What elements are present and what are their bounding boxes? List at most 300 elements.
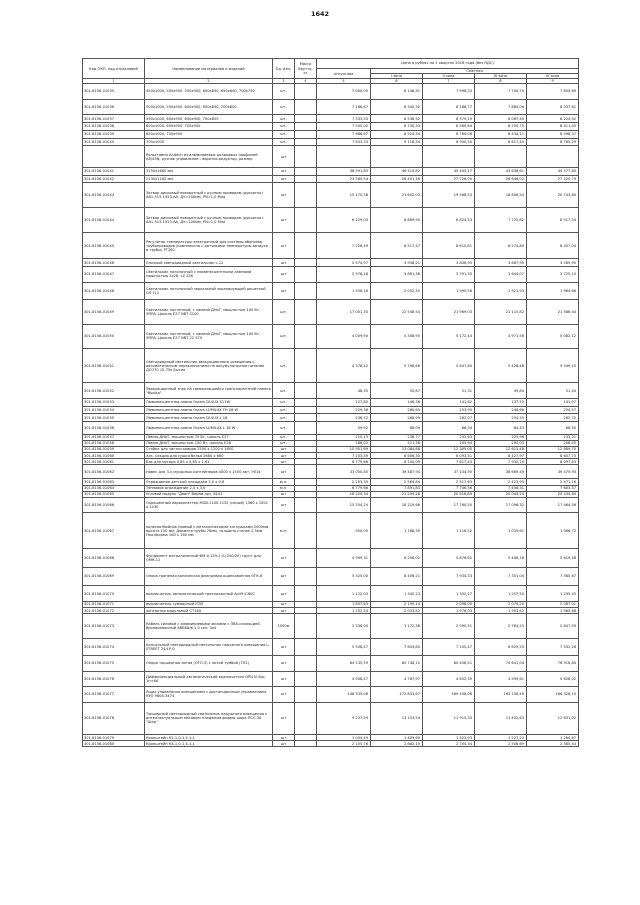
row-price-zone-2: 253,95	[423, 406, 475, 414]
row-price-zone-4: 2 087,01	[527, 601, 579, 607]
col-number: 7	[423, 79, 475, 84]
row-price-zone-1: 5 308,95	[371, 324, 423, 349]
row-unit: шт.	[273, 299, 295, 324]
row-price-otpusknaya: 1 702,54	[317, 607, 371, 613]
header-zone-1: I зона	[371, 74, 423, 79]
row-mass	[295, 656, 317, 672]
row-price-zone-3: 200,03	[475, 440, 527, 446]
row-code: 301-8156-01069	[83, 567, 145, 586]
row-unit: шт	[273, 497, 295, 513]
row-price-zone-4: 254,57	[527, 406, 579, 414]
table-row	[83, 349, 579, 383]
row-price-otpusknaya: 7 333,33	[317, 115, 371, 123]
row-unit: шт.	[273, 130, 295, 138]
row-price-otpusknaya: 229,38	[317, 406, 371, 414]
row-price-zone-3: 21 115,82	[475, 299, 527, 324]
table-row	[83, 638, 579, 655]
row-name: 2130х1182 мм	[145, 175, 273, 183]
row-price-zone-2: 8 610,81	[423, 233, 475, 259]
col-number: 6	[371, 79, 423, 84]
row-code: 301-8156-01079	[83, 735, 145, 741]
row-code: 301-8156-01035	[83, 84, 145, 100]
row-price-zone-4: 7 585,67	[527, 567, 579, 586]
row-price-zone-2: 169 458,06	[423, 687, 475, 703]
row-code: 301-8156-01065	[83, 491, 145, 497]
row-price-zone-2: 27 726,00	[423, 175, 475, 183]
row-price-zone-4: 3 725,10	[527, 267, 579, 283]
row-name: Светильник потолочный с люминесцентными лампами мощностью 2х28, LZ 228	[145, 267, 273, 283]
row-price-zone-2: 8 093,51	[423, 453, 475, 459]
row-price-zone-2: 5 647,80	[423, 349, 475, 383]
row-unit: шт	[273, 267, 295, 283]
row-price-zone-3: 7 458,31	[475, 485, 527, 491]
table-row	[83, 513, 579, 549]
row-price-otpusknaya: 4 008,47	[317, 671, 371, 687]
row-mass	[295, 324, 317, 349]
row-price-zone-1: 2 159,14	[371, 601, 423, 607]
row-code: 301-8156-01072	[83, 607, 145, 613]
row-price-zone-3: 26 646,02	[475, 175, 527, 183]
row-code: 301-8156-01056	[83, 422, 145, 434]
row-price-zone-1: 85 748,10	[371, 656, 423, 672]
row-code: 301-8156-01054	[83, 406, 145, 414]
row-name: Регулятор температуры электронный для системы обогрева трубопроводов (комплексно с датчиками температуры воздуха и трубы) РТ260	[145, 233, 273, 259]
row-name: Светильник настенный, с лампой ДНаТ, мощностью 100 Вт, ЭПРА. Цоколь Е27 NBT S100	[145, 299, 273, 324]
row-price-zone-4: 206,45	[527, 440, 579, 446]
row-price-zone-1: 52,67	[371, 383, 423, 399]
row-price-otpusknaya	[317, 146, 371, 168]
row-price-zone-3: 8 250,75	[475, 123, 527, 131]
row-price-zone-2: 232,63	[423, 434, 475, 440]
table-row	[83, 422, 579, 434]
row-price-zone-4: 1 964,66	[527, 282, 579, 299]
row-price-otpusknaya: 17 001,35	[317, 299, 371, 324]
row-price-zone-2: 5 172,44	[423, 324, 475, 349]
row-unit: шт	[273, 741, 295, 747]
table-row	[83, 324, 579, 349]
row-price-zone-3: 74 641,04	[475, 656, 527, 672]
row-price-zone-4: 8 457,04	[527, 233, 579, 259]
row-price-otpusknaya: 127,82	[317, 398, 371, 406]
row-price-zone-4: 8 785,29	[527, 138, 579, 146]
row-mass	[295, 233, 317, 259]
row-price-otpusknaya: 23 565,54	[317, 175, 371, 183]
row-code: 301-8156-01066	[83, 497, 145, 513]
row-price-zone-4: 141,97	[527, 398, 579, 406]
row-price-zone-1: 68,09	[371, 422, 423, 434]
row-price-zone-2: 45 405,17	[423, 167, 475, 175]
row-price-otpusknaya: 7 166,67	[317, 99, 371, 115]
row-name: контактор модульный CT16A	[145, 607, 273, 613]
table-row	[83, 267, 579, 283]
table-row	[83, 282, 579, 299]
row-name: Затвор дисковый поворотный с ручным приводом (рукоятка) АА1-515-1523-АА, ДУ=100мм, PN=1,0 Мпа	[145, 208, 273, 233]
row-price-zone-1: 146,36	[371, 398, 423, 406]
row-price-zone-4: 12 889,70	[527, 446, 579, 452]
row-price-zone-4: 1 066,72	[527, 513, 579, 549]
row-name: Люминесцентная лампа Osram DULUX L 18	[145, 414, 273, 422]
row-unit: шт.	[273, 123, 295, 131]
row-price-zone-1: 8 148,31	[371, 84, 423, 100]
row-price-otpusknaya: 9 237,29	[317, 702, 371, 735]
row-price-otpusknaya: 7 833,33	[317, 138, 371, 146]
row-price-zone-4: 5 619,58	[527, 549, 579, 568]
row-price-zone-2: 7 617,43	[423, 459, 475, 465]
row-mass	[295, 175, 317, 183]
row-price-zone-1: 8 536,32	[371, 115, 423, 123]
row-price-zone-3: 4 599,61	[475, 671, 527, 687]
row-code: 301-8156-01049	[83, 299, 145, 324]
row-unit: шт	[273, 459, 295, 465]
row-price-otpusknaya: 1 054,49	[317, 735, 371, 741]
row-unit: шт	[273, 607, 295, 613]
row-price-zone-3: 8 067,40	[475, 115, 527, 123]
row-price-zone-1: 46 510,82	[371, 167, 423, 175]
row-price-zone-1: 7 643,85	[371, 638, 423, 655]
table-row	[83, 299, 579, 324]
row-mass	[295, 586, 317, 602]
row-price-zone-3: 2 764,53	[475, 614, 527, 639]
row-price-zone-4: 1 264,67	[527, 735, 579, 741]
row-price-zone-3: 137,55	[475, 398, 527, 406]
row-code: 301-8156-01036	[83, 99, 145, 115]
row-name: Окрашенный еврокелеттер MGB-1100.1132 (серый) 1360 х 1001 х 1430	[145, 497, 273, 513]
row-price-zone-3: 7 700,70	[475, 84, 527, 100]
row-price-otpusknaya: 59,92	[317, 422, 371, 434]
row-price-zone-1: 18 219,66	[371, 497, 423, 513]
table-header	[83, 59, 579, 84]
table-row	[83, 233, 579, 259]
row-price-zone-3: 7 884,06	[475, 99, 527, 115]
row-price-zone-2: 141,62	[423, 398, 475, 406]
row-price-zone-1: 22 548,54	[371, 299, 423, 324]
row-unit: шт	[273, 465, 295, 479]
row-price-zone-3: 7 351,04	[475, 567, 527, 586]
row-mass	[295, 465, 317, 479]
row-price-zone-2: 66,34	[423, 422, 475, 434]
row-price-zone-2: 12 305,00	[423, 446, 475, 452]
row-mass	[295, 741, 317, 747]
row-name: 650х1000, 700х950	[145, 130, 273, 138]
row-price-zone-4: 8 607,73	[527, 453, 579, 459]
row-unit: шт.	[273, 84, 295, 100]
row-name: Тепловое ограждение 2,5 х 3,0	[145, 485, 273, 491]
row-price-zone-2: 1 116,52	[423, 513, 475, 549]
row-name: Дифференциальный автоматический выключатель DPN N Vigi, 1н+6А	[145, 671, 273, 687]
table-row	[83, 465, 579, 479]
row-mass	[295, 259, 317, 267]
row-price-zone-4: 76 916,84	[527, 656, 579, 672]
col-number: 3	[273, 79, 295, 84]
row-price-otpusknaya: 7 203,39	[317, 453, 371, 459]
row-price-otpusknaya: 4 999,31	[317, 549, 371, 568]
row-price-otpusknaya: 5 508,47	[317, 638, 371, 655]
row-price-zone-1: 8 456,21	[371, 567, 423, 586]
row-price-zone-3: 5 428,48	[475, 349, 527, 383]
row-price-zone-1: 2 882,15	[371, 741, 423, 747]
table-row	[83, 208, 579, 233]
row-price-otpusknaya: 7 000,00	[317, 84, 371, 100]
row-price-zone-4: 20 434,60	[527, 491, 579, 497]
row-code: 301-8156-01048	[83, 282, 145, 299]
table-row	[83, 614, 579, 639]
row-name: Бак для мусора 0,85 х 0,65 х 1,61	[145, 459, 273, 465]
row-unit: шт	[273, 687, 295, 703]
row-mass	[295, 414, 317, 422]
row-price-zone-1: 8 606,35	[371, 453, 423, 459]
row-price-zone-1: 2 052,35	[371, 282, 423, 299]
row-price-otpusknaya: 210,13	[317, 434, 371, 440]
row-price-zone-3: 2 508,69	[475, 741, 527, 747]
row-price-zone-4: 2 471,16	[527, 479, 579, 485]
col-number: 2	[145, 79, 273, 84]
page-number: 1642	[310, 10, 330, 18]
row-unit: шт	[273, 183, 295, 208]
row-name: Светильник потолочный зеркальной экранирующей решеткой OS 111	[145, 282, 273, 299]
row-price-zone-4: 166 328,10	[527, 687, 579, 703]
row-price-zone-3: 225,96	[475, 434, 527, 440]
table-row	[83, 414, 579, 422]
row-unit: шт.	[273, 324, 295, 349]
row-unit: шт	[273, 175, 295, 183]
table-row	[83, 549, 579, 568]
row-price-zone-1: 1 409,60	[371, 735, 423, 741]
row-price-otpusknaya: 48,35	[317, 383, 371, 399]
row-unit: м.п.	[273, 513, 295, 549]
row-price-zone-1: 2 033,62	[371, 607, 423, 613]
row-mass	[295, 138, 317, 146]
row-code: 301-8156-01047	[83, 267, 145, 283]
row-price-zone-2: 4 652,39	[423, 671, 475, 687]
row-price-otpusknaya: 15 254,24	[317, 497, 371, 513]
table-row	[83, 406, 579, 414]
table-row	[83, 567, 579, 586]
row-code: 301-8156-01080	[83, 741, 145, 747]
row-price-zone-3: 38 669,49	[475, 465, 527, 479]
row-price-zone-3: 1 227,22	[475, 735, 527, 741]
col-number: 9	[527, 79, 579, 84]
row-code: 301-8156-01071	[83, 601, 145, 607]
row-code: 301-8156-01055	[83, 414, 145, 422]
row-mass	[295, 123, 317, 131]
row-code: 301-8156-01043	[83, 183, 145, 208]
row-unit: шт.	[273, 406, 295, 414]
row-price-zone-3: 5 408,18	[475, 549, 527, 568]
row-price-zone-2: 262,07	[423, 414, 475, 422]
row-name: Светодиодный светильник эвакуационного освещения с автоматическим переключением на аккумуляторное питание ДСО70 12-75s Бытия	[145, 349, 273, 383]
header-otpusknaya: отпускная	[317, 69, 371, 79]
row-name: Люминесцентная лампа Osram LUMILUX L 18 W	[145, 422, 273, 434]
row-price-zone-2: 7 105,47	[423, 638, 475, 655]
row-unit: шт	[273, 446, 295, 452]
row-name: Торшерный светодиодный светильник наружного освещения с интеллектуальным матовым плафоном формы шара ПСС-30 "Шар"	[145, 702, 273, 735]
row-unit: шт	[273, 233, 295, 259]
row-name: Лампа ДНаТ, мощностью 100 Вт, цоколь Е28	[145, 440, 273, 446]
row-price-zone-2: 37 134,95	[423, 465, 475, 479]
row-code: 301-8156-01078	[83, 702, 145, 735]
row-price-zone-1: 3 938,21	[371, 259, 423, 267]
row-price-zone-4: 8 517,54	[527, 208, 579, 233]
row-name: Фундамент металлический ФМ-0,159-2,5-(200/20) грунт для ОМК-12	[145, 549, 273, 568]
row-price-zone-1: 1 168,39	[371, 513, 423, 549]
row-unit: шт.	[273, 398, 295, 406]
row-name: 600х1000, 650х950, 700х900	[145, 123, 273, 131]
row-mass	[295, 349, 317, 383]
row-price-zone-2: 1 976,03	[423, 607, 475, 613]
row-price-zone-4: 7 850,69	[527, 84, 579, 100]
row-code: 301-8156-01059	[83, 446, 145, 452]
row-price-otpusknaya: 2 536,00	[317, 614, 371, 639]
row-price-otpusknaya: 4 378,42	[317, 349, 371, 383]
row-price-zone-1: 7 891,83	[371, 485, 423, 491]
row-name: Уличный светодиодный светильник L-12	[145, 259, 273, 267]
header-zone-3: III зона	[475, 74, 527, 79]
row-price-zone-4: 8 224,52	[527, 115, 579, 123]
row-price-otpusknaya: 2 155,76	[317, 741, 371, 747]
row-name: Кабель силовой с алюминиевыми жилами с ПВХ-изоляцией, бронированный АВБбШв-1,0 сеч. 3х4	[145, 614, 273, 639]
row-mass	[295, 422, 317, 434]
table-row	[83, 656, 579, 672]
row-price-zone-4: 51,44	[527, 383, 579, 399]
row-price-otpusknaya: 6 779,66	[317, 485, 371, 491]
row-price-zone-1: 268,99	[371, 414, 423, 422]
row-price-otpusknaya: 7 500,00	[317, 123, 371, 131]
table-row	[83, 497, 579, 513]
row-price-otpusknaya: 7 666,67	[317, 130, 371, 138]
row-unit: шт	[273, 208, 295, 233]
table-row	[83, 130, 579, 138]
row-price-zone-1: 6 206,02	[371, 549, 423, 568]
row-price-zone-2: 51,31	[423, 383, 475, 399]
row-mass	[295, 687, 317, 703]
row-price-zone-2	[423, 146, 475, 168]
row-price-zone-3: 20 044,20	[475, 491, 527, 497]
row-price-zone-3: 12 613,48	[475, 446, 527, 452]
row-price-zone-4: 1 295,45	[527, 586, 579, 602]
row-price-zone-4: 27 220,79	[527, 175, 579, 183]
row-price-otpusknaya: 15 170,38	[317, 183, 371, 208]
row-price-zone-1: 2 564,84	[371, 479, 423, 485]
table-row	[83, 702, 579, 735]
row-price-zone-4: 39 475,93	[527, 465, 579, 479]
row-name: 3150х1680 мм	[145, 167, 273, 175]
row-price-zone-1: 5 796,66	[371, 349, 423, 383]
row-price-otpusknaya: 186,02	[317, 440, 371, 446]
row-unit: шт.	[273, 434, 295, 440]
row-price-zone-1: 8 517,47	[371, 233, 423, 259]
row-price-zone-3: 1 921,93	[475, 282, 527, 299]
row-price-zone-2: 8 760,06	[423, 130, 475, 138]
col-number: 4	[295, 79, 317, 84]
row-mass	[295, 208, 317, 233]
row-name: Светильник настенный, с лампой ДНаТ, мощностью 100 Вт, ЭПРА. Цоколь Е27 NBT 22 S70	[145, 324, 273, 349]
row-unit: шт	[273, 656, 295, 672]
row-price-otpusknaya: 1 122,03	[317, 586, 371, 602]
table-row	[83, 183, 579, 208]
row-price-zone-3: 8 427,97	[475, 453, 527, 459]
row-price-zone-1: 9 118,34	[371, 138, 423, 146]
row-price-zone-4: 8 097,63	[527, 459, 579, 465]
row-name: Ящик управления освещением с дистанционным управлением ЯУО 9604-3474	[145, 687, 273, 703]
row-price-zone-2: 2 517,63	[423, 479, 475, 485]
row-price-zone-3: 246,66	[475, 406, 527, 414]
row-code: 301-8156-01068	[83, 549, 145, 568]
row-price-zone-3: 3 687,95	[475, 259, 527, 267]
row-price-zone-3: 8 617,45	[475, 138, 527, 146]
row-price-zone-2: 6 824,53	[423, 208, 475, 233]
table-row	[83, 741, 579, 747]
row-name: Опора торшерная литая (ОТЛ-5) с литой тумбой (ТЛ2)	[145, 656, 273, 672]
row-price-zone-2: 3 836,95	[423, 259, 475, 267]
row-price-zone-1: 13 153,54	[371, 702, 423, 735]
row-mass	[295, 383, 317, 399]
row-name: Опора граненая коническая фланцевая оцинкованная ОГК-6	[145, 567, 273, 586]
row-mass	[295, 567, 317, 586]
row-name: Кронштейн К4-1,0-1,5-1-1	[145, 741, 273, 747]
row-price-zone-4: 2 847,59	[527, 614, 579, 639]
row-price-zone-3: 3 644,07	[475, 267, 527, 283]
row-price-zone-2: 1 322,93	[423, 735, 475, 741]
row-price-otpusknaya: 7 226,49	[317, 233, 371, 259]
row-code: 301-8156-01057	[83, 434, 145, 440]
table-row	[83, 123, 579, 131]
row-price-zone-2: 2 990,51	[423, 614, 475, 639]
row-mass	[295, 614, 317, 639]
row-code: 301-8156-01058	[83, 440, 145, 446]
row-price-otpusknaya: 1 807,63	[317, 601, 371, 607]
row-price-zone-1: 211,38	[371, 440, 423, 446]
row-price-zone-2: 8 379,19	[423, 115, 475, 123]
row-price-zone-3: 6 629,55	[475, 638, 527, 655]
row-unit: шт.	[273, 383, 295, 399]
row-mass	[295, 84, 317, 100]
row-unit: шт	[273, 453, 295, 459]
row-price-otpusknaya: 1 558,16	[317, 282, 371, 299]
row-price-zone-2: 7 746,56	[423, 485, 475, 491]
row-price-zone-3: 1 035,61	[475, 513, 527, 549]
row-price-otpusknaya: 4 009,90	[317, 324, 371, 349]
row-code: 301-8156-01067	[83, 513, 145, 549]
row-price-zone-4: 8 037,61	[527, 99, 579, 115]
row-price-zone-3: 4 971,56	[475, 324, 527, 349]
header-smetnaya: Сметная	[371, 69, 579, 74]
row-price-zone-2: 20 818,89	[423, 491, 475, 497]
row-price-zone-1: 1 340,23	[371, 586, 423, 602]
header-zone-2: II зона	[423, 74, 475, 79]
row-code: 301-8156-01050	[83, 324, 145, 349]
row-price-zone-3: 43 636,61	[475, 167, 527, 175]
row-mass	[295, 183, 317, 208]
row-price-zone-4: 5 082,12	[527, 324, 579, 349]
row-code: 301-8156-01038	[83, 123, 145, 131]
row-price-zone-1: 3 881,36	[371, 267, 423, 283]
row-name: 550х1000, 600х950, 650х900, 700х850	[145, 115, 273, 123]
row-code: 301-8156-01052	[83, 383, 145, 399]
col-number: 5	[317, 79, 371, 84]
header-unit: Ед. изм.	[273, 59, 295, 79]
row-mass	[295, 167, 317, 175]
row-code: 301-8156-01037	[83, 115, 145, 123]
row-code: 301-8156-01053	[83, 398, 145, 406]
row-price-zone-4: 262,72	[527, 414, 579, 422]
row-unit: шт.	[273, 115, 295, 123]
row-name: Рольставни Alutech из алюминиевых роликовых профилей AR/45N, ручное управление - воротко-редуктор, размер	[145, 146, 273, 168]
row-price-zone-3: 49,84	[475, 383, 527, 399]
table-row	[83, 586, 579, 602]
row-price-otpusknaya: 950,00	[317, 513, 371, 549]
row-name: Затвор дисковый поворотный с ручным приводом (рукоятка) АА1-515-1523-АА, ДУ=200мм, PN=1,0 Мпа	[145, 183, 273, 208]
row-price-zone-4: 20 743,80	[527, 183, 579, 208]
